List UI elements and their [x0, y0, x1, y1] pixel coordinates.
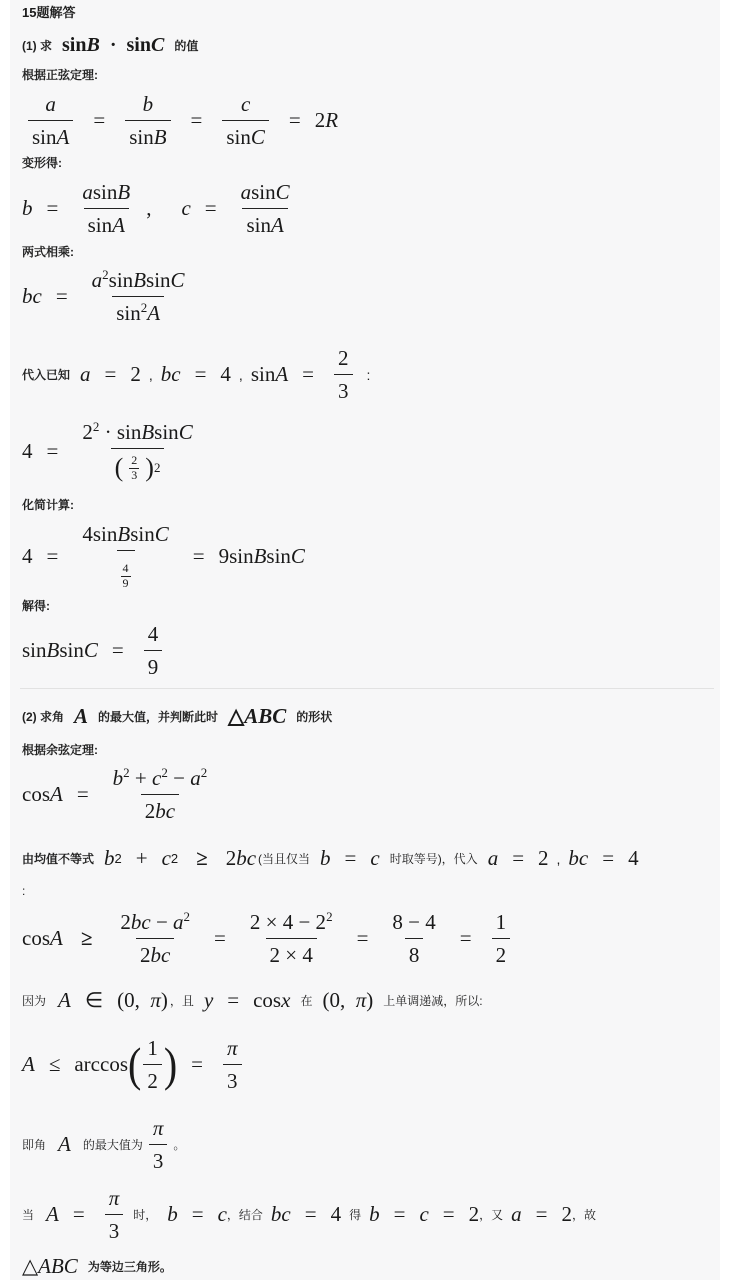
colon-line: :: [22, 884, 26, 898]
multiply-formula: bc = $\frac{a^2sinBsinC}{\sin^2A}$: [22, 267, 185, 326]
inequality-formula: cosA ≥ $\frac{2bc - a^2}{2bc}$ = $\frac{2 \times 4 - 2^2}{2 \times 4}$ = $\frac{8 - 4}{8}$ = $\frac{1}{2}$: [22, 910, 516, 967]
page-title: 15题解答: [22, 5, 76, 20]
law-of-cosines-formula: cosA = $\frac{b^2 + c^2 - a^2}{2bc}$: [22, 765, 208, 824]
get-label: 得: [349, 1208, 362, 1223]
final-line: △ABC 为等边三角形。: [22, 1254, 172, 1278]
substitute-label: 代入已知: [22, 368, 71, 383]
simplify-formula: 4 = $\frac{\text{4sinBsinC}}{\frac{4}{9}}$ = 9sinBsinC: [22, 522, 305, 590]
equality-note-2: 时取等号)，代入: [389, 852, 478, 866]
solution-sheet: [10, 0, 720, 1280]
max-angle-mid: 的最大值为: [82, 1138, 143, 1153]
because-label: 因为: [22, 994, 47, 1008]
part1-heading-math: sinB · sinC: [62, 34, 165, 56]
step-multiply: 两式相乘:: [22, 245, 74, 259]
step-solve: 解得:: [22, 599, 50, 613]
result-part1: sinBsinC = $\frac{4}{9}$: [22, 622, 168, 679]
max-angle-prefix: 即角: [22, 1138, 47, 1153]
therefore-label: ，故: [571, 1208, 596, 1223]
combine-label: ，结合: [226, 1208, 263, 1223]
when-label: 当: [22, 1208, 35, 1223]
decreasing-label: 上单调递减，所以:: [383, 994, 483, 1008]
part2-heading-suffix: 的形状: [296, 710, 333, 724]
am-gm-label: 由均值不等式: [22, 852, 95, 866]
law-of-sines-formula: $\frac{a}{\sin A}$ = $\frac{b}{\sin B}$ = $\frac{c}{\sin C}$ = 2R: [22, 92, 338, 149]
step-simplify: 化简计算:: [22, 498, 74, 512]
and-label: ，且: [169, 994, 194, 1008]
arccos-formula: A ≤ arccos ( $\frac{1}{2}$ ) = $\frac{\pi}{3}$: [22, 1036, 248, 1093]
time-label: 时，: [133, 1208, 158, 1223]
also-label: ，又: [479, 1208, 504, 1223]
part1-heading: [22, 34, 198, 57]
substituted-formula: 4 = $2^2$ · sinBsinC ( $\frac{2}{3}$ ) 2: [22, 419, 193, 483]
part1-heading-suffix: 的值: [174, 39, 199, 53]
part2-heading: (2) 求角 A 的最大值，并判断此时 △ABC 的形状: [22, 704, 333, 728]
substitute-line: 代入已知 a = 2 , bc = 4 , sinA = $\frac{2}{3}$ :: [22, 346, 371, 404]
am-gm-line: 由均值不等式 b 2 + c 2 ≥ 2bc (当且仅当 b = c 时取等号)，代入 a = 2 , bc = 4: [22, 846, 639, 870]
part2-heading-prefix: (2) 求角: [22, 710, 65, 724]
step-law-of-sines: 根据正弦定理:: [22, 68, 98, 82]
max-angle-line: 即角 A 的最大值为 $\frac{\pi}{3}$ 。: [22, 1116, 186, 1174]
step-transform: 变形得:: [22, 156, 62, 170]
transform-formula: b = $\frac{asinB}{\sin A}$ , c = $\frac{asinC}{\sin A}$: [22, 180, 290, 238]
conclusion-line: 当 A = $\frac{\pi}{3}$ 时， b = c ，结合 bc = 4 得 b = c = 2 ，又 a = 2 ，故: [22, 1186, 596, 1244]
part2-heading-mid: 的最大值，并判断此时: [98, 710, 219, 724]
equality-note: (当且仅当: [258, 852, 311, 866]
section-divider: [20, 688, 714, 689]
part1-heading-prefix: (1) 求: [22, 39, 53, 53]
on-label: 在: [300, 994, 313, 1008]
monotonic-line: 因为 A ∈ (0, π) ，且 y = cosx 在 (0, π) 上单调递减，所以:: [22, 988, 483, 1012]
step-law-of-cosines: 根据余弦定理:: [22, 743, 98, 757]
final-label: 为等边三角形。: [87, 1260, 172, 1274]
